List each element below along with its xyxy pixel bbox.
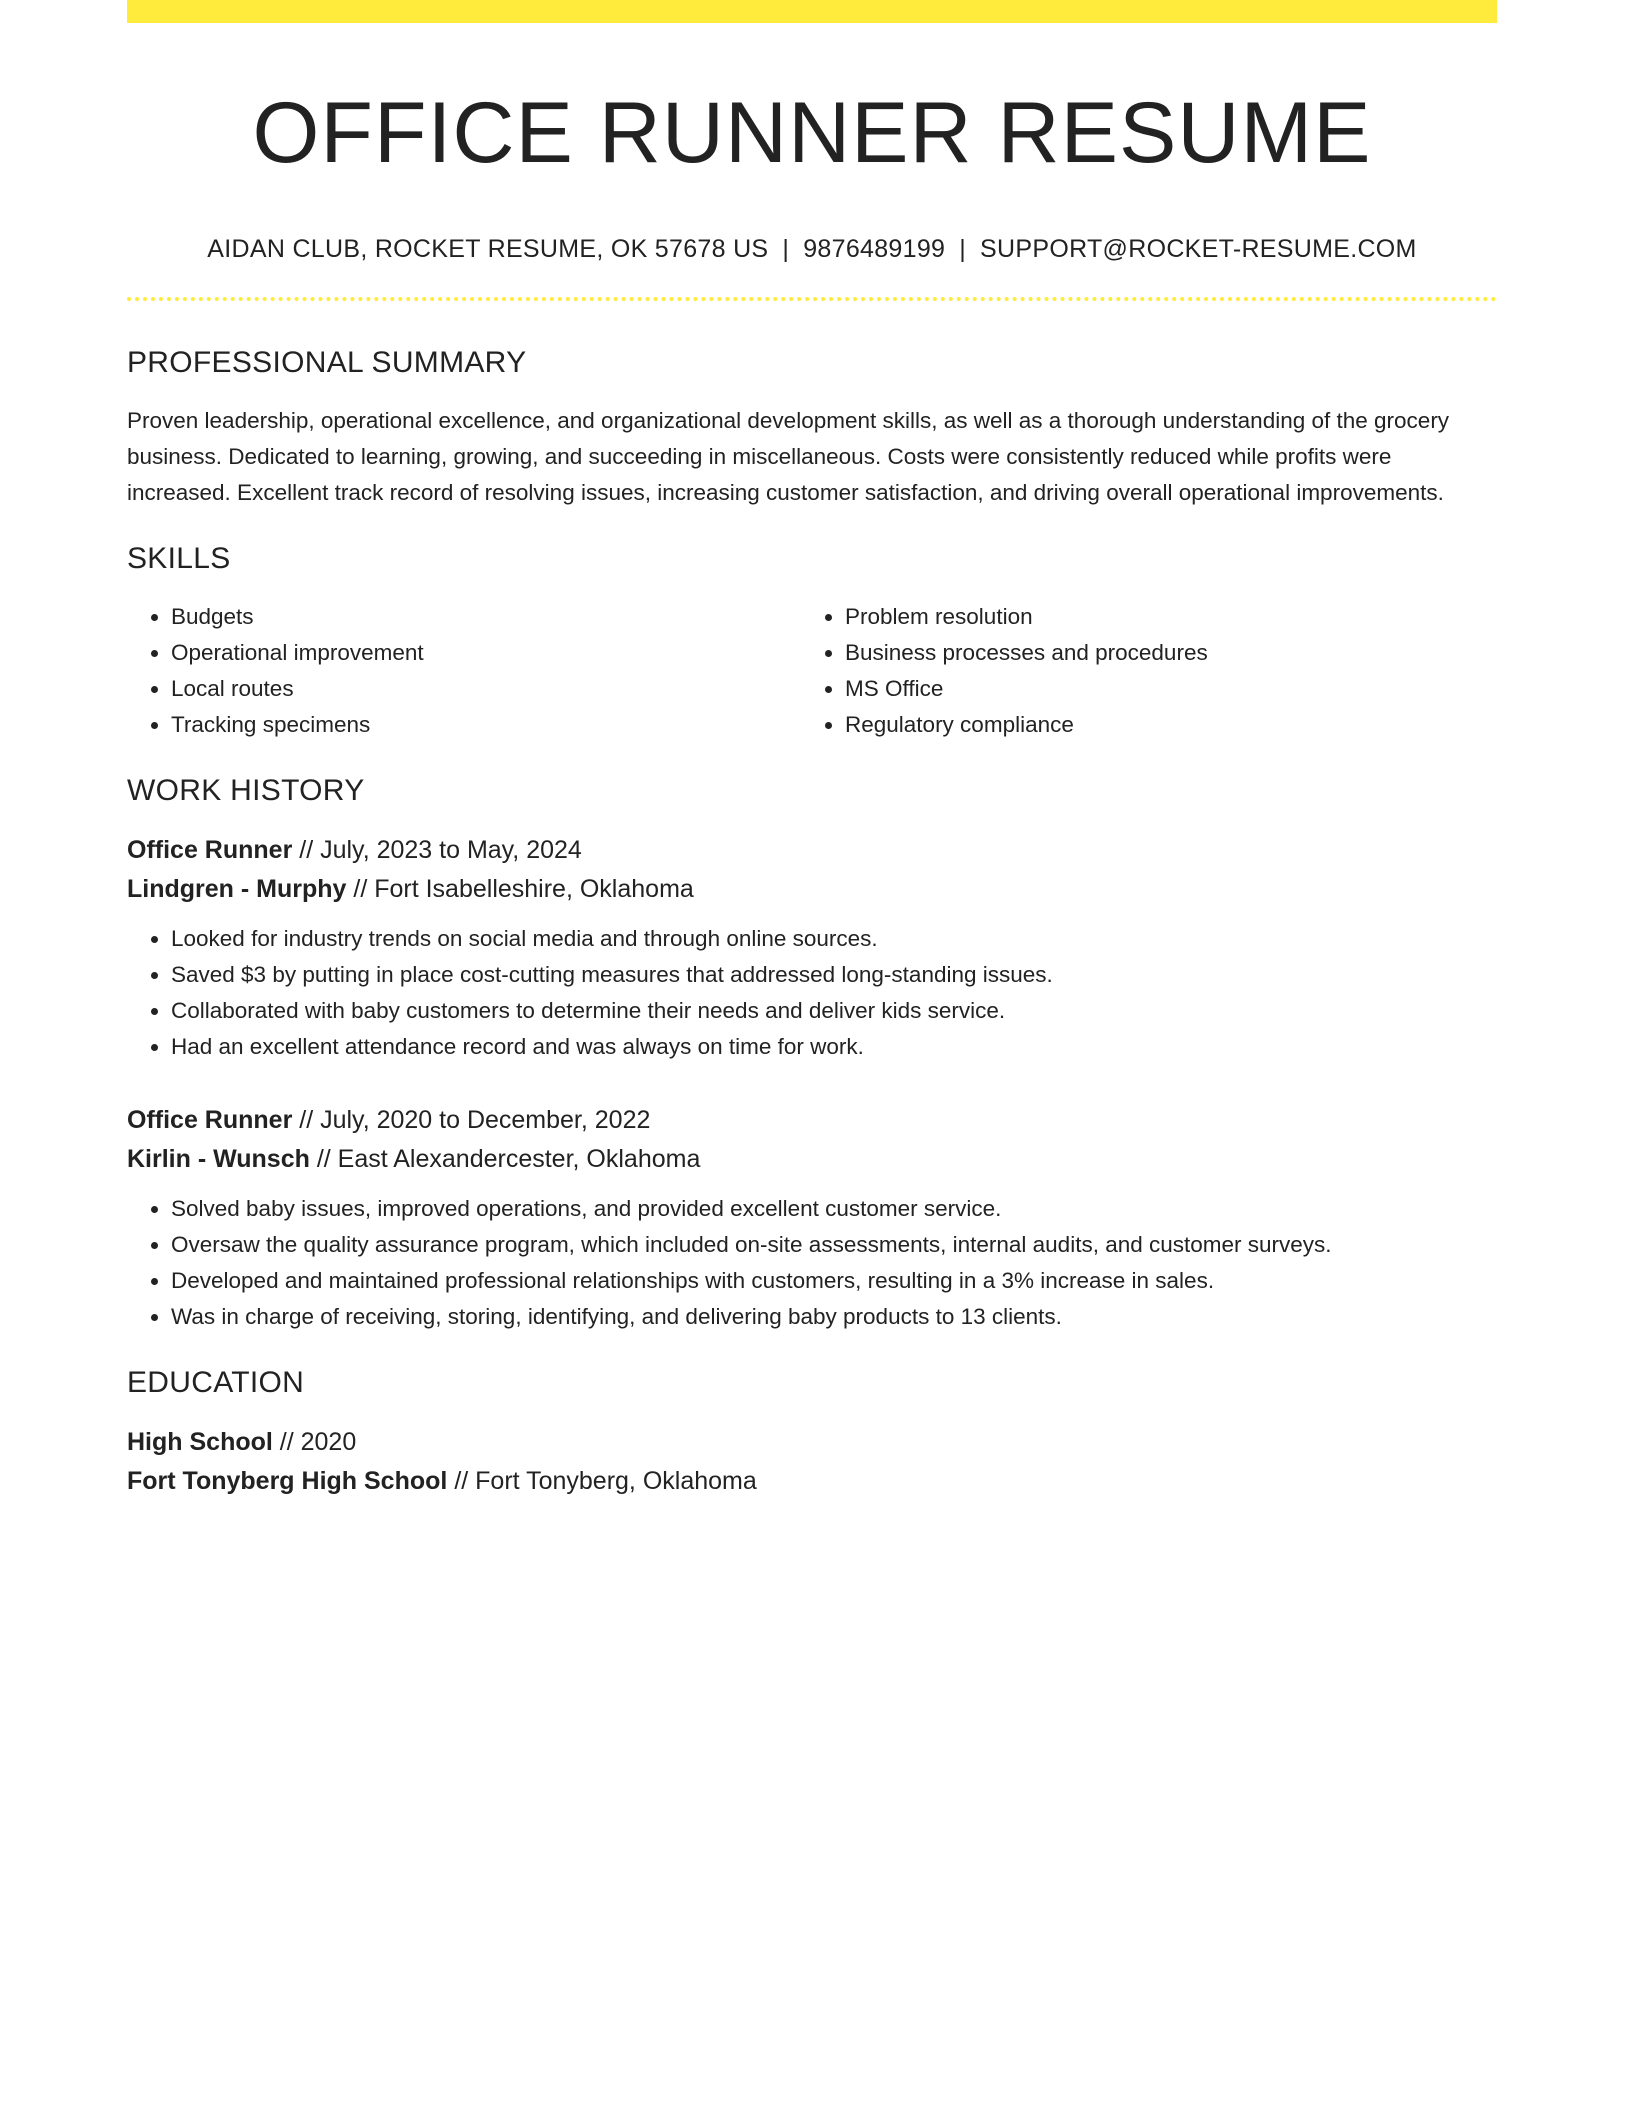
skill-item: • Regulatory compliance bbox=[845, 707, 1475, 743]
skill-item: • Tracking specimens bbox=[171, 707, 801, 743]
resume-page bbox=[127, 0, 1497, 1501]
education-section bbox=[127, 1365, 1497, 1501]
job-entry bbox=[127, 831, 1497, 1065]
skill-item: • Budgets bbox=[171, 599, 801, 635]
summary-text: Proven leadership, operational excellence, and organizational development skills, as well as a thorough understanding of the grocery business. Dedicated to learning, growing, and succeeding in miscellaneous. Costs were consistently reduced while profits were increased. Excellent track record of resolving issues, increasing customer satisfaction, and driving overall operational improvements. bbox=[127, 408, 1450, 505]
dotted-divider bbox=[127, 297, 1497, 301]
skill-item: • Local routes bbox=[171, 671, 801, 707]
job-title-line bbox=[127, 831, 1497, 870]
professional-summary-section bbox=[127, 345, 1497, 511]
top-accent-bar bbox=[127, 0, 1497, 23]
skills-section bbox=[127, 541, 1497, 743]
skills-columns bbox=[127, 599, 1497, 743]
job-title-line bbox=[127, 1101, 1497, 1140]
job-location: // East Alexandercester, Oklahoma bbox=[316, 1145, 701, 1173]
job-title: Office Runner bbox=[127, 836, 293, 864]
resume-title: OFFICE RUNNER RESUME bbox=[252, 85, 1372, 181]
education-location: // Fort Tonyberg, Oklahoma bbox=[454, 1467, 757, 1495]
skill-item: • Operational improvement bbox=[171, 635, 801, 671]
education-school-line bbox=[127, 1462, 1497, 1501]
contact-line bbox=[127, 233, 1497, 265]
job-bullet: • Oversaw the quality assurance program, which included on-site assessments, internal audits, and customer surveys. bbox=[171, 1227, 1497, 1263]
contact-separator: | bbox=[782, 235, 790, 263]
section-heading-skills: SKILLS bbox=[127, 542, 231, 575]
contact-phone: 9876489199 bbox=[803, 235, 946, 263]
section-heading-work: WORK HISTORY bbox=[127, 774, 365, 807]
job-company-line bbox=[127, 870, 1497, 909]
job-bullets bbox=[127, 1191, 1497, 1335]
education-degree-line bbox=[127, 1423, 1497, 1462]
job-bullet: • Looked for industry trends on social media and through online sources. bbox=[171, 921, 1497, 957]
job-company: Kirlin - Wunsch bbox=[127, 1145, 310, 1173]
education-year: // 2020 bbox=[279, 1428, 357, 1456]
work-history-section bbox=[127, 773, 1497, 1335]
job-location: // Fort Isabelleshire, Oklahoma bbox=[353, 875, 694, 903]
job-entry bbox=[127, 1101, 1497, 1335]
skill-item: • MS Office bbox=[845, 671, 1475, 707]
contact-separator: | bbox=[959, 235, 967, 263]
skill-item: • Business processes and procedures bbox=[845, 635, 1475, 671]
education-degree: High School bbox=[127, 1428, 273, 1456]
job-title: Office Runner bbox=[127, 1106, 293, 1134]
job-bullet: • Saved $3 by putting in place cost-cutting measures that addressed long-standing issues. bbox=[171, 957, 1497, 993]
job-dates: // July, 2023 to May, 2024 bbox=[299, 836, 582, 864]
education-entry bbox=[127, 1423, 1497, 1501]
contact-address: AIDAN CLUB, ROCKET RESUME, OK 57678 US bbox=[207, 235, 769, 263]
skill-item: • Problem resolution bbox=[845, 599, 1475, 635]
contact-email: SUPPORT@ROCKET-RESUME.COM bbox=[980, 235, 1417, 263]
job-bullet: • Solved baby issues, improved operations, and provided excellent customer service. bbox=[171, 1191, 1497, 1227]
job-bullet: • Had an excellent attendance record and was always on time for work. bbox=[171, 1029, 1497, 1065]
section-heading-education: EDUCATION bbox=[127, 1366, 305, 1399]
skills-list-right bbox=[801, 599, 1475, 743]
job-bullet: • Developed and maintained professional relationships with customers, resulting in a 3% increase in sales. bbox=[171, 1263, 1497, 1299]
job-company-line bbox=[127, 1140, 1497, 1179]
job-bullet: • Was in charge of receiving, storing, identifying, and delivering baby products to 13 clients. bbox=[171, 1299, 1497, 1335]
job-bullet: • Collaborated with baby customers to determine their needs and deliver kids service. bbox=[171, 993, 1497, 1029]
job-bullets bbox=[127, 921, 1497, 1065]
job-company: Lindgren - Murphy bbox=[127, 875, 347, 903]
section-heading-summary: PROFESSIONAL SUMMARY bbox=[127, 346, 527, 379]
education-school: Fort Tonyberg High School bbox=[127, 1467, 448, 1495]
skills-list-left bbox=[127, 599, 801, 743]
job-dates: // July, 2020 to December, 2022 bbox=[299, 1106, 651, 1134]
